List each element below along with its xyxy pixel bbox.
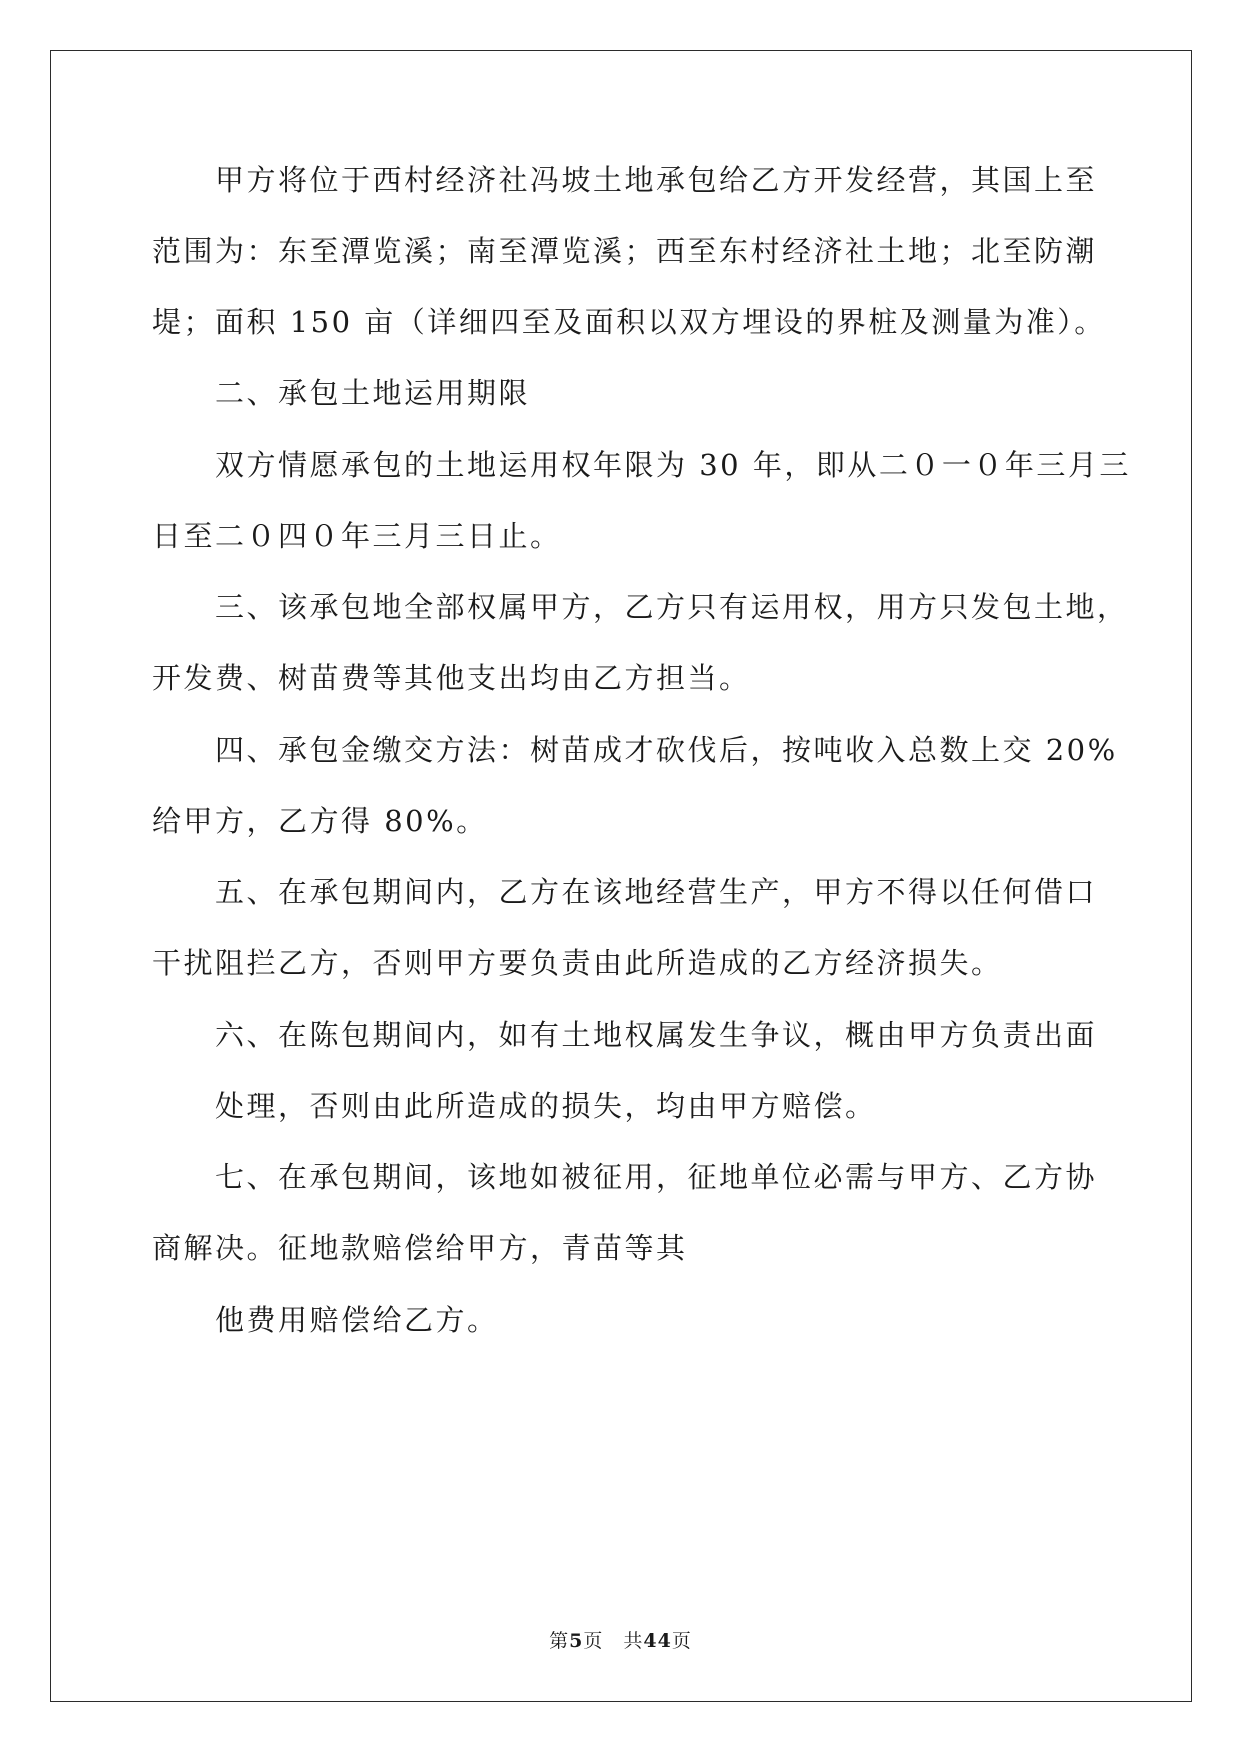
text-line: 给甲方，乙方得 80%。	[152, 804, 488, 838]
section-heading: 二、承包土地运用期限	[215, 376, 531, 410]
text-line: 双方情愿承包的土地运用权年限为 30 年，即从二０一０年三月三	[215, 448, 1131, 482]
total-prefix: 共	[623, 1630, 644, 1652]
text-line: 五、在承包期间内，乙方在该地经营生产，甲方不得以任何借口	[215, 875, 1098, 909]
page-footer	[0, 1626, 1241, 1653]
text-line: 他费用赔偿给乙方。	[215, 1303, 499, 1337]
text-line: 六、在陈包期间内，如有土地权属发生争议，概由甲方负责出面	[215, 1018, 1098, 1052]
text-line: 七、在承包期间，该地如被征用，征地单位必需与甲方、乙方协	[215, 1160, 1098, 1194]
text-line: 日至二０四０年三月三日止。	[152, 519, 562, 553]
text-line: 四、承包金缴交方法：树苗成才砍伐后，按吨收入总数上交 20%	[215, 733, 1118, 767]
text-line: 堤；面积 150 亩（详细四至及面积以双方埋设的界桩及测量为准）。	[152, 305, 1106, 339]
total-suffix: 页	[671, 1630, 692, 1652]
text-line: 甲方将位于西村经济社冯坡土地承包给乙方开发经营，其国上至	[215, 163, 1098, 197]
text-line: 开发费、树苗费等其他支出均由乙方担当。	[152, 661, 751, 695]
page-suffix: 页	[583, 1630, 604, 1652]
text-line: 干扰阻拦乙方，否则甲方要负责由此所造成的乙方经济损失。	[152, 946, 1003, 980]
text-line: 范围为：东至潭览溪；南至潭览溪；西至东村经济社土地；北至防潮	[152, 234, 1098, 268]
total-pages: 44	[643, 1630, 672, 1652]
text-line: 商解决。征地款赔偿给甲方，青苗等其	[152, 1231, 688, 1265]
page-number: 5	[569, 1630, 584, 1652]
page-prefix: 第	[549, 1630, 570, 1652]
text-line: 三、该承包地全部权属甲方，乙方只有运用权，用方只发包土地，	[215, 590, 1129, 624]
text-line: 处理，否则由此所造成的损失，均由甲方赔偿。	[215, 1089, 877, 1123]
